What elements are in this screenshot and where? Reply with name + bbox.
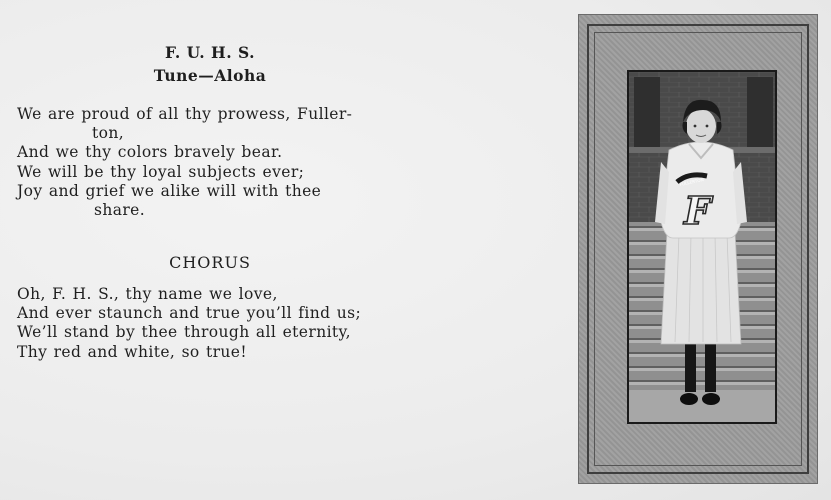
face <box>686 109 716 143</box>
chorus-heading: CHORUS <box>169 253 251 272</box>
leg-left <box>685 342 696 392</box>
chorus-line: Thy red and white, so true! <box>17 342 248 361</box>
photo-mount <box>578 14 818 484</box>
shoe-right <box>702 393 720 405</box>
verse-line: ton, <box>92 124 125 143</box>
shoe-left <box>680 393 698 405</box>
sweater-letter: F <box>684 188 711 233</box>
sweater-band-text: FULLERTON <box>679 177 705 187</box>
verse-line: We will be thy loyal subjects ever; <box>17 162 305 181</box>
cheerleader-photo <box>627 70 777 424</box>
song-verse <box>17 105 407 220</box>
verse-line: We are proud of all thy prowess, Fuller- <box>17 105 353 123</box>
window-left <box>634 77 660 147</box>
chorus-line: Oh, F. H. S., thy name we love, <box>17 285 278 303</box>
verse-line: Joy and grief we alike will with thee <box>17 181 322 200</box>
chorus-line: We’ll stand by thee through all eternity, <box>17 323 351 342</box>
window-right <box>747 77 773 147</box>
photo-illustration <box>629 72 775 422</box>
leg-right <box>705 342 716 392</box>
chorus-line: And ever staunch and true you’ll find us; <box>17 304 362 323</box>
verse-line: And we thy colors bravely bear. <box>17 143 283 162</box>
song-title: F. U. H. S. <box>164 43 256 62</box>
verse-line: share. <box>94 201 146 220</box>
song-tune: Tune—Aloha <box>153 66 267 85</box>
ground <box>629 390 775 422</box>
song-chorus <box>17 285 417 362</box>
